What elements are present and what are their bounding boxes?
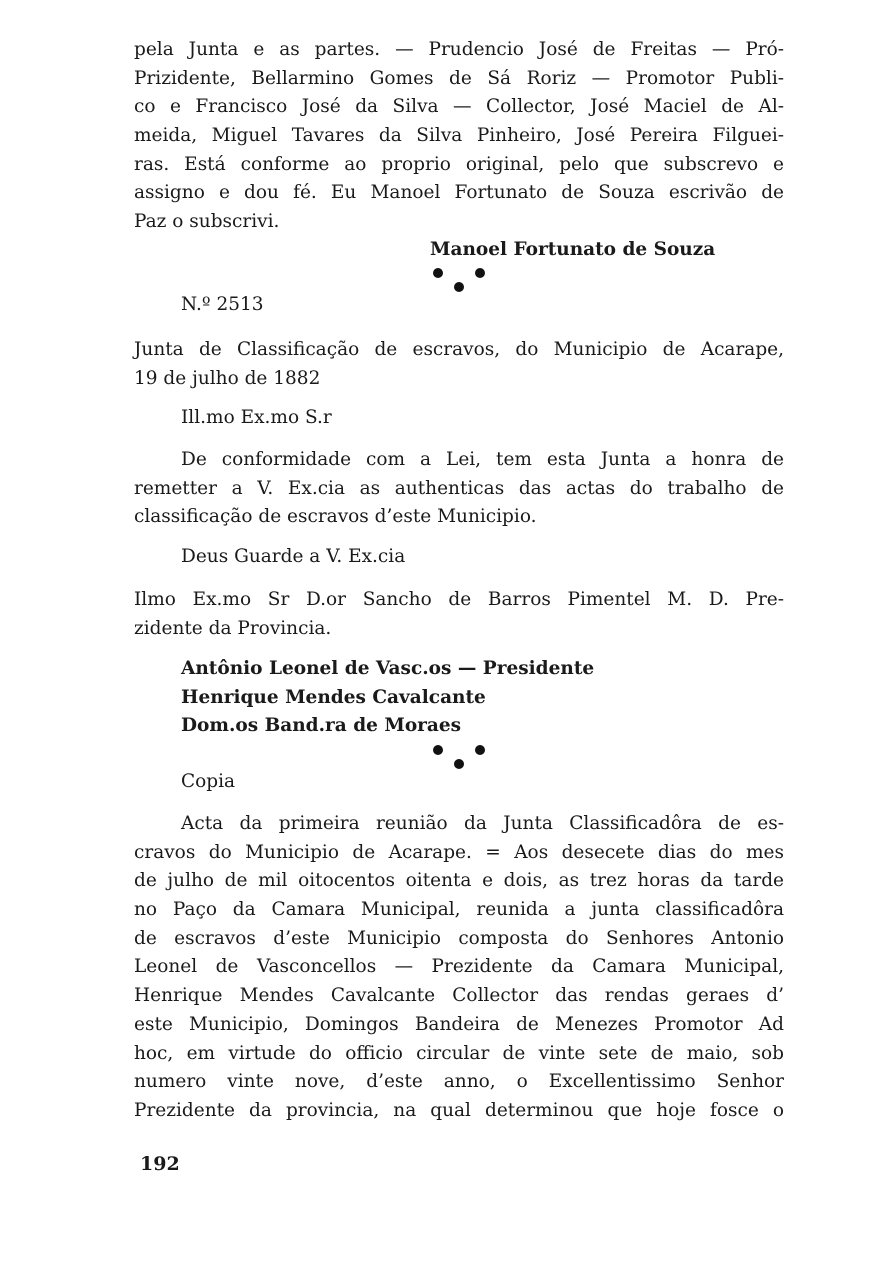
text-line: Junta de Classificação de escravos, do Municipio de Acarape,: [134, 339, 784, 360]
salutation-text: Ill.mo Ex.mo S.r: [181, 407, 332, 428]
text-line: remetter a V. Ex.cia as authenticas das actas do trabalho de: [134, 477, 784, 499]
text-line: numero vinte nove, d’este anno, o Excellentissimo Senhor: [134, 1071, 784, 1093]
text-line: meida, Miguel Tavares da Silva Pinheiro, José Pereira Filguei-: [134, 125, 784, 147]
text-line: este Municipio, Domingos Bandeira de Menezes Promotor Ad: [134, 1013, 784, 1035]
text-line: assigno e dou fé. Eu Manoel Fortunato de Souza escrivão de: [134, 182, 784, 204]
salutation: [181, 404, 481, 433]
text-line: pela Junta e as partes. — Prudencio José de Freitas — Pró-: [134, 39, 784, 60]
ornament-dots-icon: [433, 745, 483, 775]
signature-promoter: Dom.os Band.ra de Moraes: [181, 715, 462, 737]
copy-label-text: Copia: [181, 771, 236, 792]
text-line: Ilmo Ex.mo Sr D.or Sancho de Barros Pimentel M. D. Pre-: [134, 589, 784, 610]
text-line: Acta da primeira reunião da Junta Classificadôra de es-: [181, 813, 784, 834]
text-line: De conformidade com a Lei, tem esta Junta a honra de: [181, 449, 784, 470]
copy-label: [181, 768, 381, 797]
opening-paragraph: [134, 36, 784, 237]
text-line: de escravos d’este Municipio composta do Senhores Antonio: [134, 927, 784, 949]
letter-header: [134, 336, 784, 393]
page-number: 192: [140, 1153, 180, 1175]
text-line: Prezidente da provincia, na qual determinou que hoje fosce o: [134, 1099, 784, 1121]
signature-block: [430, 236, 730, 265]
text-line: co e Francisco José da Silva — Collector, José Maciel de Al-: [134, 96, 784, 118]
text-line: ras. Está conforme ao proprio original, pelo que subscrevo e: [134, 153, 784, 175]
text-line: 19 de julho de 1882: [134, 367, 321, 389]
closing: [181, 543, 581, 572]
signature-name: Manoel Fortunato de Souza: [430, 239, 716, 260]
text-line: Paz o subscrivi.: [134, 211, 280, 233]
text-line: no Paço da Camara Municipal, reunida a junta classificadôra: [134, 899, 784, 921]
signature-president: Antônio Leonel de Vasc.os — Presidente: [181, 658, 595, 679]
letter-body: [134, 446, 784, 532]
minutes-paragraph: [134, 810, 784, 1126]
closing-text: Deus Guarde a V. Ex.cia: [181, 546, 406, 567]
text-line: zidente da Provincia.: [134, 617, 332, 639]
signature-collector: Henrique Mendes Cavalcante: [181, 686, 486, 708]
text-line: Prizidente, Bellarmino Gomes de Sá Roriz — Promotor Publi-: [134, 67, 784, 89]
text-line: Leonel de Vasconcellos — Prezidente da Camara Municipal,: [134, 956, 784, 978]
text-line: de julho de mil oitocentos oitenta e dois, as trez horas da tarde: [134, 870, 784, 892]
signatures-block: [181, 655, 681, 741]
text-line: cravos do Municipio de Acarape. = Aos desecete dias do mes: [134, 841, 784, 863]
text-line: hoc, em virtude do officio circular de vinte sete de maio, sob: [134, 1042, 784, 1064]
text-line: Henrique Mendes Cavalcante Collector das rendas geraes d’: [134, 985, 784, 1007]
text-line: classificação de escravos d’este Municipio.: [134, 506, 537, 528]
document-number: [181, 291, 481, 320]
addressee: [134, 586, 784, 643]
document-number-text: N.º 2513: [181, 294, 264, 315]
